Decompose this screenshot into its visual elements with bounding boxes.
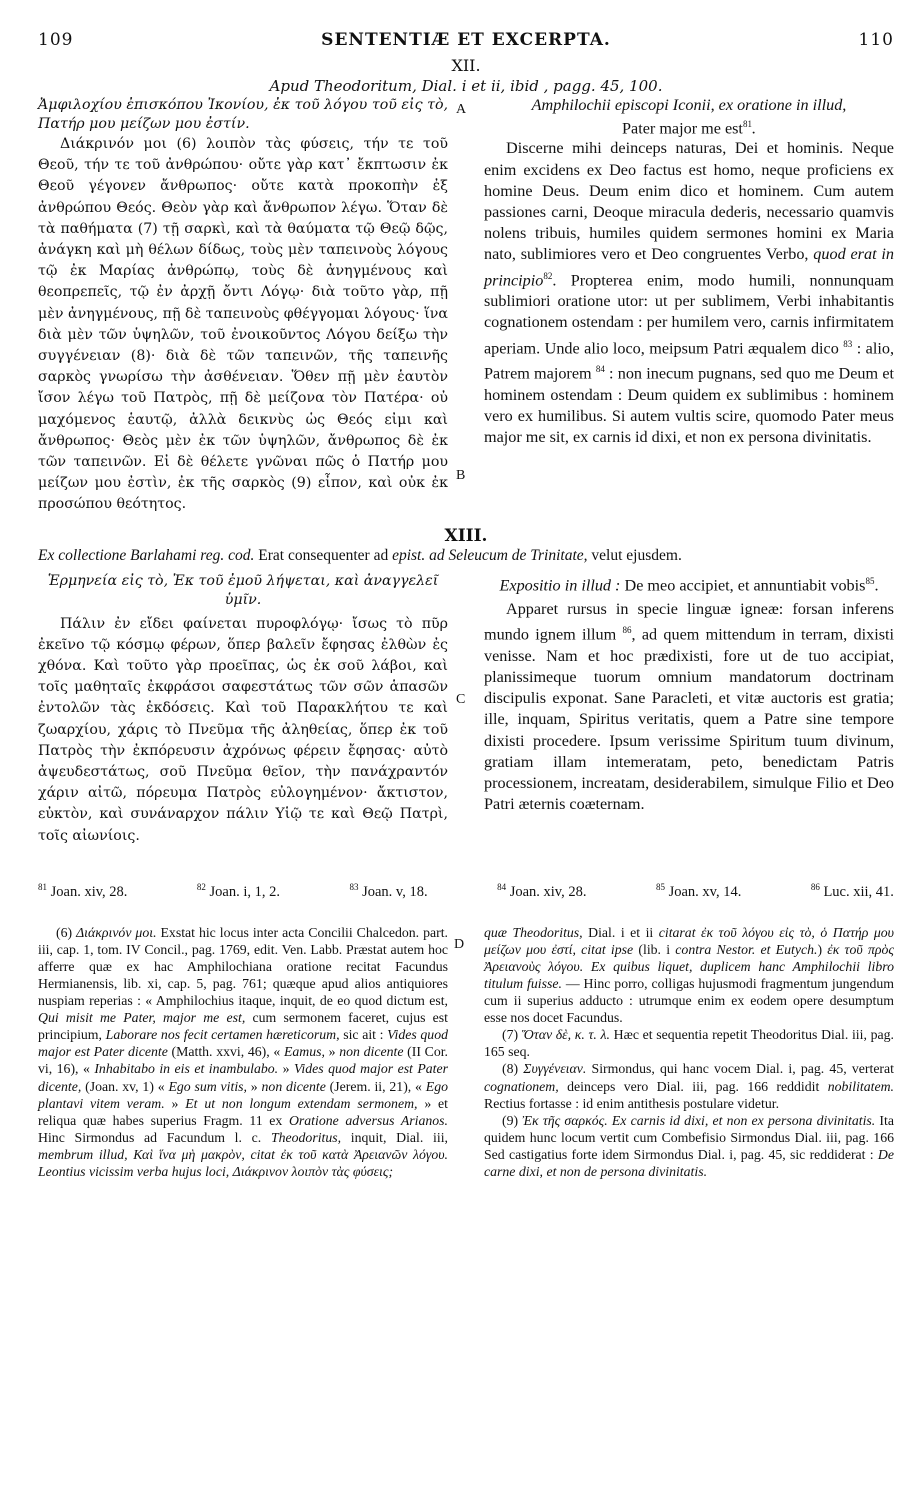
latin-text-part: Discerne mihi deinceps naturas, Dei et hominis. Neque enim excidens ex Deo factus est homo, neque proficiens ex homine Deus. Deum enim dico et hominem. Cum autem passiones carni, Deoque miracula dederis, necessario quamvis nolens tribuis, humiles quidem sermones homini ex Maria nato, sublimiores vero et Deo congruentes Verbo, <box>484 139 894 264</box>
note-part: (lib. i <box>633 941 676 957</box>
note-part: Inhabitabo in eis et inambulabo. <box>94 1061 279 1077</box>
margin-marker-c: C <box>456 691 466 707</box>
note-9 <box>484 1112 894 1180</box>
note-part: (Joan. xv, 1) « <box>81 1078 169 1094</box>
latin-text-italic: quod erat in principio <box>484 245 894 289</box>
note-part: Sirmondus, qui hanc vocem Dial. i, pag. 45, verterat <box>586 1061 894 1077</box>
notes-right-column <box>484 924 894 1180</box>
note-part: Διάκρινόν μοι. <box>76 924 157 940</box>
latin-text-part: , ad quem mittendum in terram, dixisti venisse. Nam et hoc prædixisti, fore ut de tuo accipiat, planissimeque tuorum omnium mandatorum doctrinam discipulis exponat. Sane Paracleti, et vitæ auctoris est gratia; ille, inquam, Spiritus veritatis, quem a Patre sine tempore dixisti procedere. Ipsum verissime Spiritum tuum divinum, gratiam illam intemeratam, peto, benedictam Patris processionem, increatam, desiderabilem, simulque Filio et Deo Patri æternis coæternam. <box>484 625 894 814</box>
footnote-ref: 85 <box>865 575 875 586</box>
note-part: (8) <box>502 1061 524 1077</box>
greek-title: Ἑρμηνεία εἰς τὸ, Ἐκ τοῦ ἐμοῦ λήψεται, καὶ ἀναγγελεῖ ὑμῖν. <box>47 572 439 608</box>
note-part: Ita quidem hunc locum vertit cum Combefisio Sirmondus Dial. iii, pag. 166 Sed castigatius forte idem Sirmondus Dial. i, pag. 45, sic reddiderat : <box>484 1112 894 1162</box>
section-source <box>38 546 894 566</box>
latin-text-part: : alio, Patrem majorem <box>484 339 894 383</box>
latin-title-italic: Expositio in illud : <box>499 576 621 595</box>
note-part: (7) <box>502 1027 522 1043</box>
latin-text-part: Apparet rursus in specie linguæ igneæ: forsan inferens mundo ignem illum <box>484 600 894 644</box>
scripture-references <box>38 877 894 902</box>
note-part: Ego sum vitis, <box>168 1078 247 1094</box>
note-part: » et reliqua quæ habes superius Fragm. 11 ex <box>38 1095 449 1128</box>
margin-marker-b: B <box>456 468 466 483</box>
note-part: non dicente <box>339 1044 404 1060</box>
note-part: Vides quod major est Pater dicente <box>38 1027 448 1060</box>
note-part: membrum illud, Καὶ ἵνα μὴ μακρὸν, citat ἐκ τοῦ κατὰ Ἀρειανῶν λόγου. Leontius vicissim verba hujus loci, Διάκρινον λοιπὸν τὰς φύσεις; <box>38 1146 448 1180</box>
note-part: Ego plantavi vitem veram. <box>38 1078 449 1111</box>
book-page <box>38 30 894 1180</box>
latin-text <box>484 599 894 815</box>
ref-number: 84 <box>497 881 507 892</box>
note-part: Ἐκ τῆς σαρκός. Ex carnis id dixi, et non ex persona divinitatis. <box>522 1112 876 1128</box>
scripture-ref <box>197 877 280 902</box>
note-6 <box>38 924 448 1180</box>
note-part: ) <box>817 941 828 957</box>
ref-text: Joan. i, 1, 2. <box>205 883 280 900</box>
latin-title-line1: Amphilochii episcopi Iconii, ex oratione in illud, <box>531 96 847 114</box>
source-plain: velut ejusdem. <box>587 546 682 564</box>
latin-title: Expositio in illud : De meo accipiet, et annuntiabit vobis$^{85}$. <box>499 575 879 595</box>
note-6-continued <box>484 924 894 1027</box>
latin-text <box>484 138 894 448</box>
note-part: (6) <box>56 924 77 940</box>
section-xii <box>38 56 894 516</box>
latin-column <box>484 572 894 847</box>
note-part: » <box>278 1061 294 1077</box>
ref-number: 86 <box>810 881 820 892</box>
section-number: XII. <box>451 56 481 75</box>
latin-text-part: : non inecum pugnans, sed quo me Deum et hominem ostendam : Deum quidem ex sublimibus : hominem vero ex humilibus. Si autem vultis scire, quomodo Pater meus major me sit, ex carnis id dixi, et non ex persona divinitatis. <box>484 364 895 447</box>
note-part: Laborare nos fecit certamen hæreticorum, <box>105 1027 340 1043</box>
note-part: sic ait : <box>339 1027 388 1043</box>
note-part: » <box>246 1078 262 1094</box>
scripture-ref <box>656 877 741 902</box>
margin-marker-a: A <box>456 102 467 117</box>
note-part: Rectius fortasse : id enim antithesis postulare videtur. <box>484 1095 780 1111</box>
note-part: citarat ἐκ τοῦ λόγου εἰς τὸ, ὁ Πατήρ μου μείζων μου ἐστί, citat ipse <box>484 924 895 957</box>
ref-text: Joan. xv, 14. <box>664 883 742 900</box>
note-part: Oratione adversus Arianos. <box>288 1112 448 1128</box>
parallel-columns <box>38 572 894 847</box>
note-part: (9) <box>502 1112 523 1128</box>
footnote-ref: 83 <box>843 338 853 349</box>
note-part: De carne dixi, et non de persona divinitatis. <box>484 1146 894 1180</box>
note-part: Eamus, <box>283 1044 325 1060</box>
footnote-ref: 84 <box>595 364 605 375</box>
note-part: (Matth. xxvi, 46), « <box>167 1044 284 1060</box>
ref-text: Luc. xii, 41. <box>819 883 894 900</box>
note-part: Συγγένειαν. <box>523 1061 587 1077</box>
ref-number: 82 <box>196 881 206 892</box>
note-part: Et ut non longum extendam sermonem, <box>185 1095 418 1111</box>
source-italic: Ex collectione Barlahami reg. cod. <box>38 546 255 564</box>
note-7 <box>484 1026 894 1060</box>
note-part: deinceps vero Dial. iii, pag. 166 reddidit <box>558 1078 828 1094</box>
footnote-ref: 82 <box>543 270 553 281</box>
section-xiii <box>38 526 894 847</box>
note-part: (II Cor. vi, 16), « <box>38 1044 449 1077</box>
note-part: » <box>164 1095 186 1111</box>
running-title: SENTENTIÆ ET EXCERPTA. <box>321 30 611 50</box>
section-source: Apud Theodoritum, Dial. i et ii, ibid , pagg. 45, 100. <box>269 77 663 95</box>
latin-text-part: . Propterea enim, modo humili, nonnunquam sublimiori oratione utor: ut per sublimem, Verbi inhabitantis cognationem ostendam : per humilem vero, carnis infirmitatem aperiam. Unde alio loco, meipsum Patri æqualem dico <box>484 271 894 357</box>
ref-number: 85 <box>655 881 665 892</box>
latin-column <box>484 96 894 516</box>
greek-title: Ἀμφιλοχίου ἐπισκόπου Ἰκονίου, ἐκ τοῦ λόγου τοῦ εἰς τὸ, Πατήρ μου μείζων μου ἐστίν. <box>38 97 448 132</box>
note-part: quæ Theodoritus, <box>484 924 583 940</box>
latin-title: Amphilochii episcopi Iconii, ex oratione in illud, Pater major me est$^{81}$. <box>531 96 847 138</box>
greek-text: Διάκρινόν μοι (6) λοιπὸν τὰς φύσεις, τήν τε τοῦ Θεοῦ, τήν τε τοῦ ἀνθρώπου· οὔτε γὰρ κατ᾽ ἔκπτωσιν ἐκ Θεοῦ γέγονεν ἄνθρωπος· οὔτε κατὰ προκοπὴν ἐξ ἀνθρώπου Θεός. Θεὸν γὰρ καὶ ἄνθρωπον λέγω. Ὅταν δὲ τὰ παθήματα (7) τῇ σαρκὶ, καὶ τὰ θαύματα τῷ Θεῷ δῷς, ἀνάγκη καὶ μὴ θέλων δίδως, τοὺς μὲν ταπεινοὺς λόγους τῷ ἐκ Μαρίας ἀνθρώπῳ, τοὺς δὲ ἀνηγμένους καὶ θεοπρεπεῖς, τῷ ἐν ἀρχῇ ὄντι Λόγῳ· διὰ τοῦτο γὰρ, πῇ μὲν ἀνηγμένους, πῇ δὲ ταπεινοὺς φθέγγομαι λόγους· ἵνα διὰ μὲν τῶν ὑψηλῶν, τοῦ ἐνοικοῦντος Λόγου δείξω τὴν συγγένειαν (8)· διὰ δὲ τῶν ταπεινῶν, τῆς ταπεινῆς σαρκὸς γνωρίσω τὴν ἀσθένειαν. Ὅθεν πῇ μὲν ἑαυτὸν ἴσον λέγω τοῦ Πατρὸς, πῇ δὲ μείζονα τὸν Πατέρα· οὐ μαχόμενος ἑαυτῷ, ἀλλὰ δεικνὺς ὡς Θεός εἰμι καὶ ἄνθρωπος· Θεὸς μὲν ἐκ τῶν ὑψηλῶν, ἄνθρωπος δὲ ἐκ τῶν ταπεινῶν. Εἰ δὲ θέλετε γνῶναι πῶς ὁ Πατήρ μου μείζων μου ἐστὶν, ἐκ τῆς σαρκὸς (9) εἶπον, καὶ οὐκ ἐκ προσώπου θεότητος. <box>38 136 448 513</box>
section-number: XIII. <box>444 525 488 546</box>
ref-text: Joan. xiv, 28. <box>506 883 587 900</box>
note-part: Hæc et sequentia repetit Theodoritus Dial. iii, pag. 165 seq. <box>484 1027 894 1060</box>
scripture-ref <box>38 877 127 902</box>
source-italic: epist. ad Seleucum de Trinitate, <box>392 546 588 564</box>
note-part: Qui misit me Pater, major me est, <box>38 1010 246 1026</box>
note-part: inquit, Dial. iii, <box>341 1129 448 1145</box>
note-part: Ὅταν δὲ, κ. τ. λ. <box>521 1027 610 1043</box>
note-part: cognationem, <box>484 1078 559 1094</box>
editor-notes <box>38 924 894 1180</box>
greek-column <box>38 572 448 847</box>
ref-number: 81 <box>38 881 47 892</box>
latin-title-plain: De meo accipiet, et annuntiabit vobis <box>620 576 866 595</box>
ref-text: Joan. v, 18. <box>358 883 428 900</box>
note-part: (Jerem. ii, 21), « <box>325 1078 426 1094</box>
note-part: cum sermonem faceret, cujus est principium, <box>38 1010 448 1043</box>
page-number-left: 109 <box>38 30 74 50</box>
note-part: non dicente <box>261 1078 326 1094</box>
note-8 <box>484 1060 894 1111</box>
note-part: — Hinc porro, colligas hujusmodi fragmentum jungendum cum ii superius adducto : utrumque enim ex eodem opere desumptum esse nos docet Facundus. <box>484 976 895 1026</box>
scripture-ref <box>497 877 586 902</box>
ref-text: Joan. xiv, 28. <box>47 883 128 900</box>
note-part: Hinc Sirmondus ad Facundum l. c. <box>38 1129 271 1145</box>
footnote-ref: 81 <box>742 119 752 129</box>
scripture-ref <box>349 877 427 902</box>
notes-left-column <box>38 924 448 1180</box>
parallel-columns <box>38 96 894 516</box>
ref-number: 83 <box>349 881 359 892</box>
note-part: nobilitatem. <box>827 1078 894 1094</box>
scripture-ref <box>811 877 894 902</box>
note-part: contra Nestor. et Eutych. <box>675 941 818 957</box>
greek-text: Πάλιν ἐν εἴδει φαίνεται πυροφλόγῳ· ἴσως τὸ πῦρ ἐκεῖνο τῷ κόσμῳ φέρων, ὅπερ βαλεῖν ἔφησας ἐλθὼν ἐς χθόνα. Καὶ τοῦτο γὰρ προεῖπας, ὡς ἐκ σοῦ λάβοι, καὶ τοῖς μαθηταῖς ἐκφράσοι σαφεστάτως τῶν σῶν ἁπασῶν ἐντολῶν τὰς ἐκδόσεις. Καὶ τοῦ Παρακλήτου τε καὶ ζωαρχίου, χάρις τὸ Πνεῦμα τῆς ἀληθείας, ὅπερ ἐκ τοῦ Πατρὸς τὴν ἐκπόρευσιν ἀχρόνως φέρειν ἔφησας· αὐτὸ ἀψευδεστάτως, σοῦ Πνεῦμα θεῖον, τὴν πανάχραντόν χάριν αἰτῶ, πόρευμα Πατρὸς εὐλογημένον· ἄκτιστον, εὐκτὸν, καὶ συνάναρχον πάλιν Υἱῷ τε καὶ Θεῷ Πατρὶ, τοῖς αἰωνίοις. <box>38 615 448 844</box>
latin-title-line2: Pater major me est <box>622 119 743 138</box>
footnote-ref: 86 <box>622 625 632 636</box>
page-number-right: 110 <box>858 30 894 50</box>
note-part: » <box>324 1044 340 1060</box>
note-part: Theodoritus, <box>270 1129 342 1145</box>
running-header <box>38 30 894 56</box>
note-part: Dial. i et ii <box>582 924 659 940</box>
source-plain: Erat consequenter ad <box>254 546 393 564</box>
margin-marker-d: D <box>454 936 465 952</box>
note-part: Exstat hic locus inter acta Concilii Chalcedon. part. iii, cap. 1, tom. IV Concil., pag. 1769, edit. Ven. Labb. Præstat autem hoc afferre quæ ex hac Amphilochiana oratione recitat Facundus Hermianensis, lib. xi, cap. 5, pag. 761; quæque apud alios antiquiores nuspiam reperias : « Amphilochius itaque, inquit, de eo quod dictum est, <box>38 924 448 1009</box>
note-part: Vides quod major est Pater dicente, <box>38 1061 449 1094</box>
note-part: ἐκ τοῦ πρὸς Ἀρειανοὺς λόγου. Ex quibus liquet, duplicem hanc Amphilochii libro titulum fuisse. <box>484 941 894 991</box>
greek-column <box>38 96 448 516</box>
